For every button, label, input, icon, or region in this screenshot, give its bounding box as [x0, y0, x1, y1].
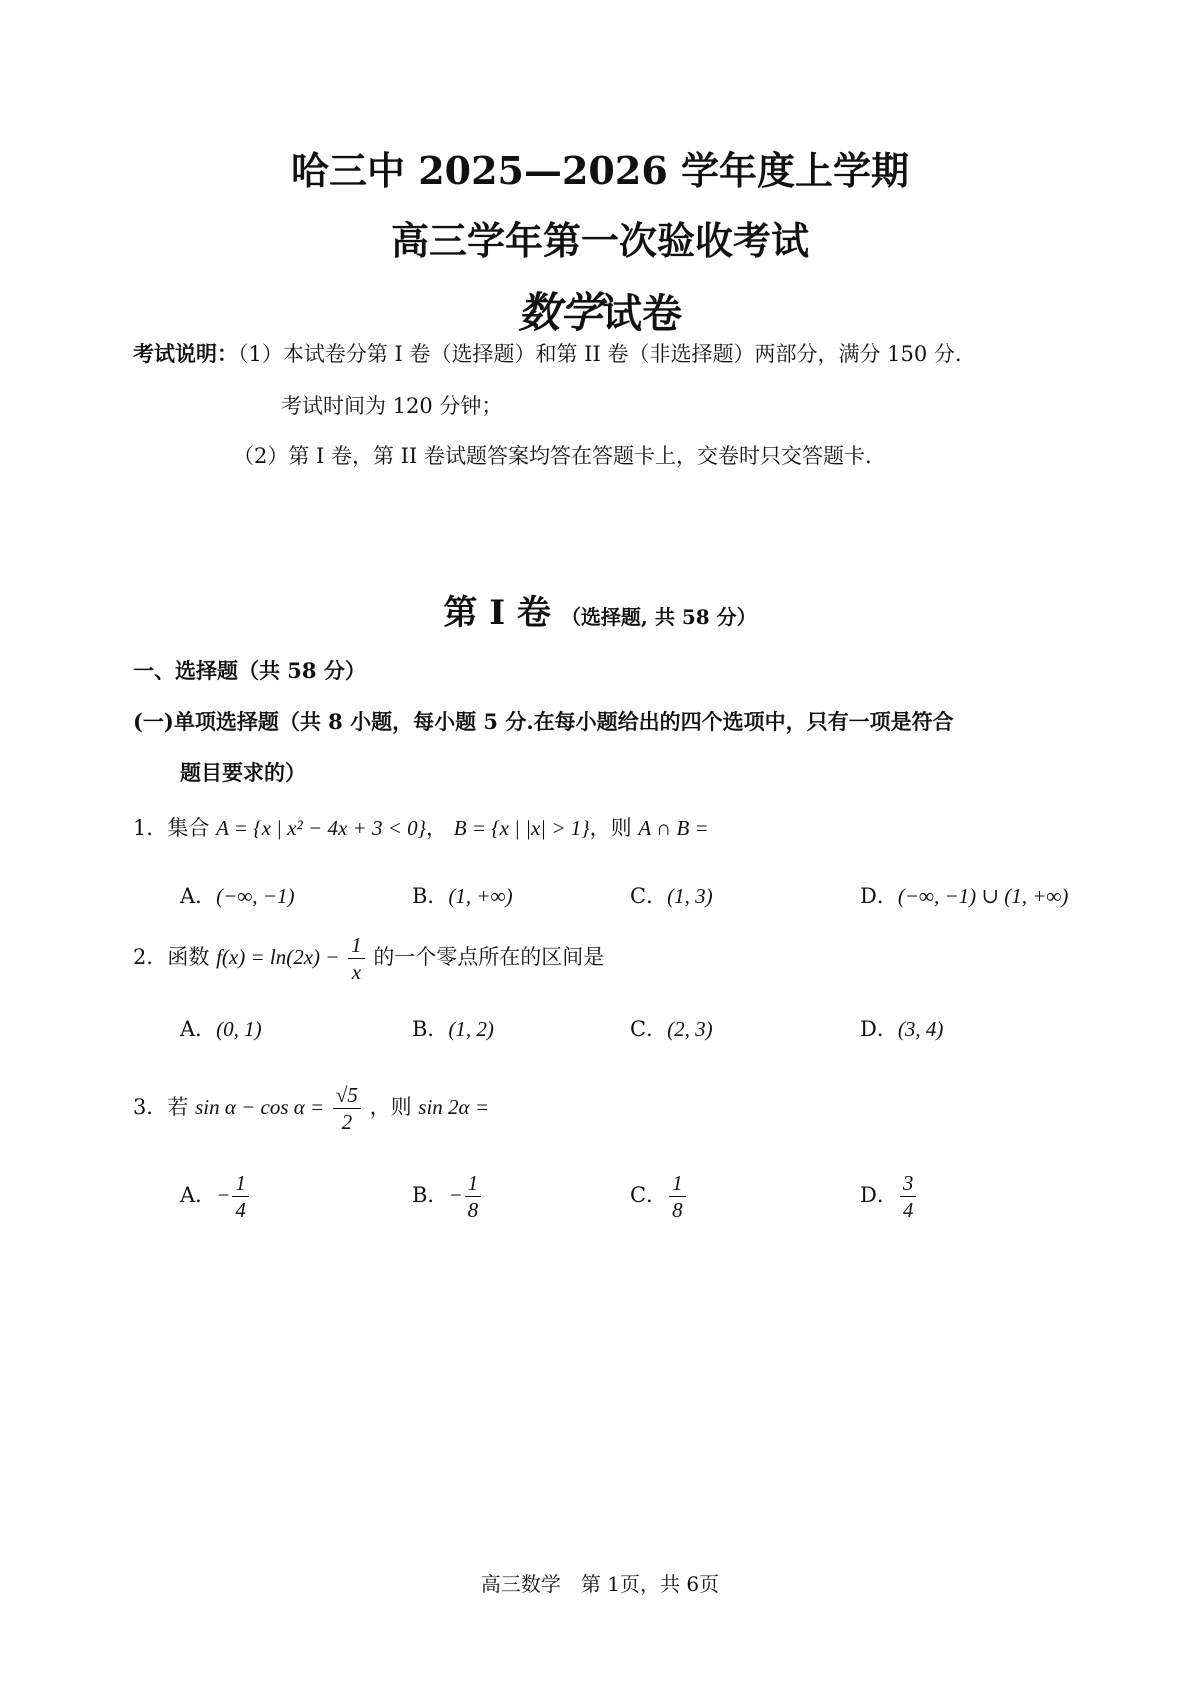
question-text: 函数: [167, 945, 210, 969]
question-2-option-b: [412, 1013, 494, 1043]
option-label: A．: [180, 1183, 217, 1207]
math-expression: A = {x | x² − 4x + 3 < 0}: [216, 816, 427, 840]
fraction-numerator: √5: [333, 1082, 361, 1109]
question-2-option-a: [180, 1013, 262, 1043]
fraction-numerator: 1: [232, 1170, 249, 1197]
fraction: [669, 1170, 686, 1223]
exam-title-line1: 哈三中 2025—2026 学年度上学期: [291, 148, 909, 193]
math-expression: sin α − cos α =: [195, 1095, 325, 1119]
fraction-denominator: 4: [902, 1198, 914, 1222]
fraction: [333, 1082, 361, 1135]
paper-word: 试卷: [602, 290, 682, 337]
question-text: 的一个零点所在的区间是: [373, 945, 605, 969]
question-text: ，则: [369, 1095, 412, 1119]
question-3-option-a: [180, 1170, 251, 1223]
option-label: D．: [860, 884, 898, 908]
question-number: 1．: [133, 816, 168, 840]
fraction-numerator: 1: [465, 1170, 482, 1197]
sub-heading-line1: (一)单项选择题（共 8 小题，每小题 5 分.在每小题给出的四个选项中，只有一项是符合: [133, 709, 954, 734]
option-value: (1, 2): [448, 1017, 494, 1041]
exam-title-line2: 高三学年第一次验收考试: [390, 218, 809, 263]
question-2-option-d: [860, 1013, 943, 1043]
option-label: D．: [860, 1183, 898, 1207]
math-expression: A ∩ B =: [638, 816, 709, 840]
option-value: (1, +∞): [448, 884, 513, 908]
question-3-option-d: [860, 1170, 918, 1223]
option-label: B．: [412, 1183, 449, 1207]
fraction: [900, 1170, 917, 1223]
question-1-option-c: [630, 880, 713, 910]
fraction-numerator: 3: [900, 1170, 917, 1197]
question-number: 3．: [133, 1095, 168, 1119]
option-sign: −: [448, 1183, 463, 1207]
option-value: (−∞, −1) ∪ (1, +∞): [897, 884, 1069, 908]
question-3-stem: [133, 1082, 489, 1135]
instructions-line1: [133, 338, 962, 368]
option-value: (−∞, −1): [216, 884, 295, 908]
option-label: B．: [412, 884, 449, 908]
fraction: [465, 1170, 482, 1223]
question-text: ，则: [589, 816, 632, 840]
option-label: A．: [180, 1017, 217, 1041]
section-subtitle: （选择题, 共 58 分）: [560, 605, 757, 629]
question-3-option-c: [630, 1170, 688, 1223]
option-value: (2, 3): [667, 1017, 713, 1041]
option-value: (0, 1): [216, 1017, 262, 1041]
question-1-option-b: [412, 880, 513, 910]
part-heading: 一、选择题（共 58 分）: [133, 658, 366, 683]
fraction-denominator: 2: [341, 1110, 353, 1134]
option-label: C．: [630, 1183, 668, 1207]
fraction-denominator: 8: [467, 1198, 479, 1222]
option-label: D．: [860, 1017, 898, 1041]
option-sign: −: [216, 1183, 231, 1207]
section-title: 第 I 卷: [443, 593, 551, 633]
option-label: C．: [630, 1017, 668, 1041]
option-label: C．: [630, 884, 668, 908]
option-value: (1, 3): [667, 884, 713, 908]
question-1-option-d: [860, 880, 1068, 910]
question-number: 2．: [133, 945, 168, 969]
option-label: A．: [180, 884, 217, 908]
fraction-denominator: x: [351, 960, 362, 984]
instructions-item1-cont: 考试时间为 120 分钟；: [281, 394, 503, 418]
question-2-stem: [133, 932, 604, 985]
instructions-item2: （2）第 I 卷，第 II 卷试题答案均答在答题卡上，交卷时只交答题卡.: [233, 444, 872, 468]
math-expression: sin 2α =: [418, 1095, 489, 1119]
subject-name: 数学: [517, 288, 602, 337]
question-1-stem: [133, 812, 709, 842]
fraction-denominator: 8: [672, 1198, 683, 1222]
question-text: 若: [167, 1095, 189, 1119]
option-label: B．: [412, 1017, 449, 1041]
fraction-numerator: 1: [348, 932, 365, 959]
question-2-option-c: [630, 1013, 713, 1043]
exam-title-line3: [0, 280, 1200, 340]
section-heading: [0, 585, 1200, 634]
instructions-item1: （1）本试卷分第 I 卷（选择题）和第 II 卷（非选择题）两部分，满分 150 分.: [238, 342, 962, 366]
instructions-label: 考试说明：: [133, 341, 238, 366]
fraction-denominator: 4: [235, 1198, 246, 1222]
question-3-option-b: [412, 1170, 483, 1223]
fraction-numerator: 1: [669, 1170, 686, 1197]
sub-heading-line2: 题目要求的）: [180, 760, 306, 785]
page-footer: 高三数学 第 1页，共 6页: [480, 1572, 720, 1596]
question-text: 集合: [167, 816, 210, 840]
option-value: (3, 4): [897, 1017, 944, 1041]
fraction: [232, 1170, 249, 1223]
math-expression: f(x) = ln(2x) −: [216, 945, 340, 969]
fraction: [348, 932, 365, 985]
question-text: ，: [426, 816, 448, 840]
question-1-option-a: [180, 880, 294, 910]
math-expression: B = {x | |x| > 1}: [453, 816, 590, 840]
